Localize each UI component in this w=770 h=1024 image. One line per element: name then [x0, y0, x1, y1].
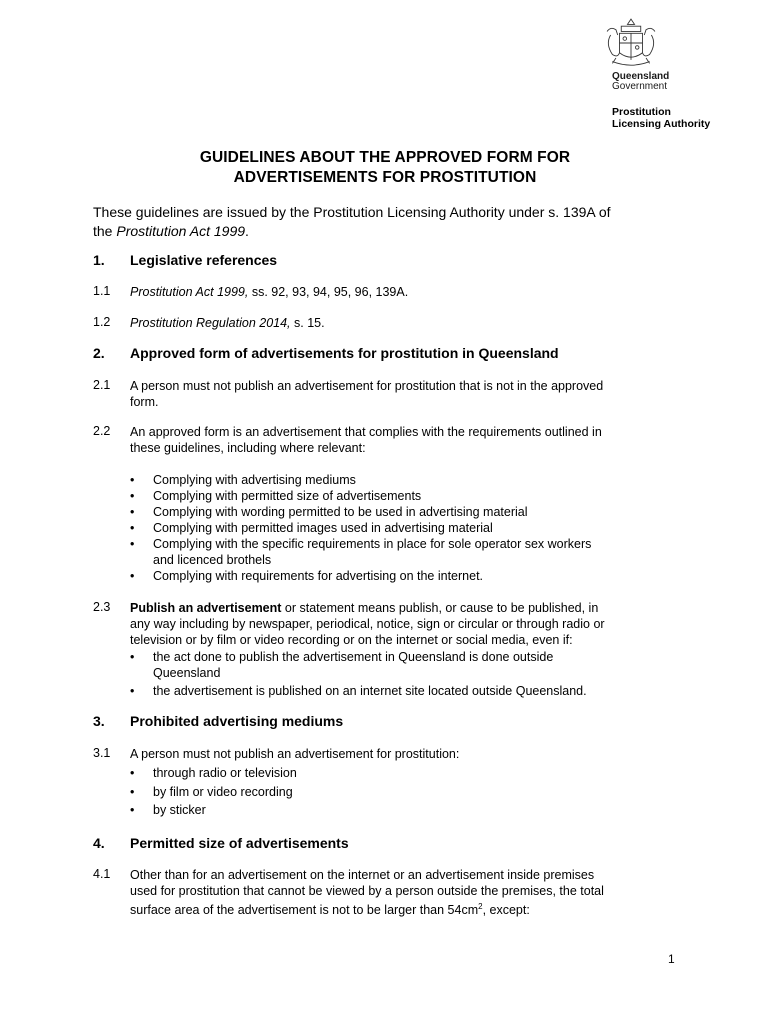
clause-2-1-text: A person must not publish an advertisement for prostitution that is not in the approved form. — [130, 379, 604, 409]
intro-paragraph — [93, 203, 693, 241]
section-3-heading: Prohibited advertising mediums — [130, 713, 344, 729]
government-name: Queensland — [612, 71, 670, 82]
clause-1-2-number: 1.2 — [93, 315, 111, 329]
document-page: Queensland Government Prostitution Licensing Authority GUIDELINES ABOUT THE APPROVED FORM FOR ADVERTISEMENTS FOR PROSTITUTION These guidelines are issued by the Prostitution Licensing Authority under s. 139A of the Prostitution Act 1999. 1. Legislative references 1.1 Prostitution Act 1999, ss. 92, 93, 94, 95, 96, 139A. 1.2 Prostitution Regulation 2014, s. 15. 2. Approved form of advertisements for prostitution in Queensland 2.1 A person must not publish an advertisement for prostitution that is not in the approved form. 2.2 An approved form is an advertisement that complies with the requirements outlined in these guidelines, including where relevant: • Complying with advertising mediums • Complying with permitted size of advertisements • Complying with wording permitted to be used in advertising material • Complying with permitted images used in advertising material • Complying with the specific requirements in place for sole operator sex workers and licenced brothels • Complying with requirements for advertising on the internet. 2.3 Publish an advertisement or statement means publish, or cause to be published, in any way including by newspaper, periodical, notice, sign or circular or through radio or television or by film or video recording or on the internet or social media, even if: • the act done to publish the advertisement in Queensland is done outside Queensland • the advertisement is published on an internet site located outside Queensland. 3. Prohibited advertising mediums 3.1 A person must not publish an advertisement for prostitution: • through radio or television • by film or video recording • by sticker 4. Permitted size of advertisements 4.1 Other than for an advertisement on the internet or an advertisement inside premises used for prostitution that cannot be viewed by a person outside the premises, the total surface area of the advertisement is not to be larger than $54cm^2$, except: 1 — [0, 0, 770, 1024]
government-label: Government — [612, 81, 668, 92]
clause-2-3-text: Publish an advertisement or statement means publish, or cause to be published, in any way including by newspaper, periodical, notice, sign or circular or through radio or television or by film or video recording or on the internet or social media, even if: — [130, 601, 605, 647]
clause-1-2-text: Prostitution Regulation 2014, s. 15. — [130, 316, 325, 330]
page-number: 1 — [668, 952, 675, 966]
document-title-line2: ADVERTISEMENTS FOR PROSTITUTION — [233, 169, 537, 186]
section-4-heading: Permitted size of advertisements — [130, 835, 349, 851]
agency-name-line1: Prostitution — [612, 106, 671, 118]
clause-2-1-number: 2.1 — [93, 378, 111, 392]
clause-4-1-text: Other than for an advertisement on the internet or an advertisement inside premises used for prostitution that cannot be viewed by a person outside the premises, the total surface area of the advertisement is not to be larger than $54cm^2$, except: — [130, 868, 604, 918]
section-1-heading: Legislative references — [130, 252, 278, 268]
intro-line1: These guidelines are issued by the Prostitution Licensing Authority under s. 139A of — [93, 204, 611, 220]
agency-name-line2: Licensing Authority — [612, 118, 711, 130]
clause-3-1-number: 3.1 — [93, 746, 111, 760]
clause-2-2-number: 2.2 — [93, 424, 111, 438]
section-2-heading: Approved form of advertisements for prostitution in Queensland — [130, 345, 559, 361]
section-3-number: 3. — [93, 713, 105, 729]
clause-1-1-number: 1.1 — [93, 284, 111, 298]
section-2-number: 2. — [93, 345, 105, 361]
intro-line2: the Prostitution Act 1999. — [93, 223, 249, 239]
clause-3-1-text: A person must not publish an advertisement for prostitution: — [130, 747, 460, 761]
clause-2-2-text: An approved form is an advertisement that complies with the requirements outlined in these guidelines, including where relevant: — [130, 425, 602, 455]
section-4-number: 4. — [93, 835, 105, 851]
clause-1-1-text: Prostitution Act 1999, ss. 92, 93, 94, 95, 96, 139A. — [130, 285, 409, 299]
clause-2-3-number: 2.3 — [93, 600, 111, 614]
section-1-number: 1. — [93, 252, 105, 268]
document-title-line1: GUIDELINES ABOUT THE APPROVED FORM FOR — [199, 149, 571, 166]
clause-4-1-number: 4.1 — [93, 867, 111, 881]
queensland-crest-icon — [600, 12, 662, 74]
